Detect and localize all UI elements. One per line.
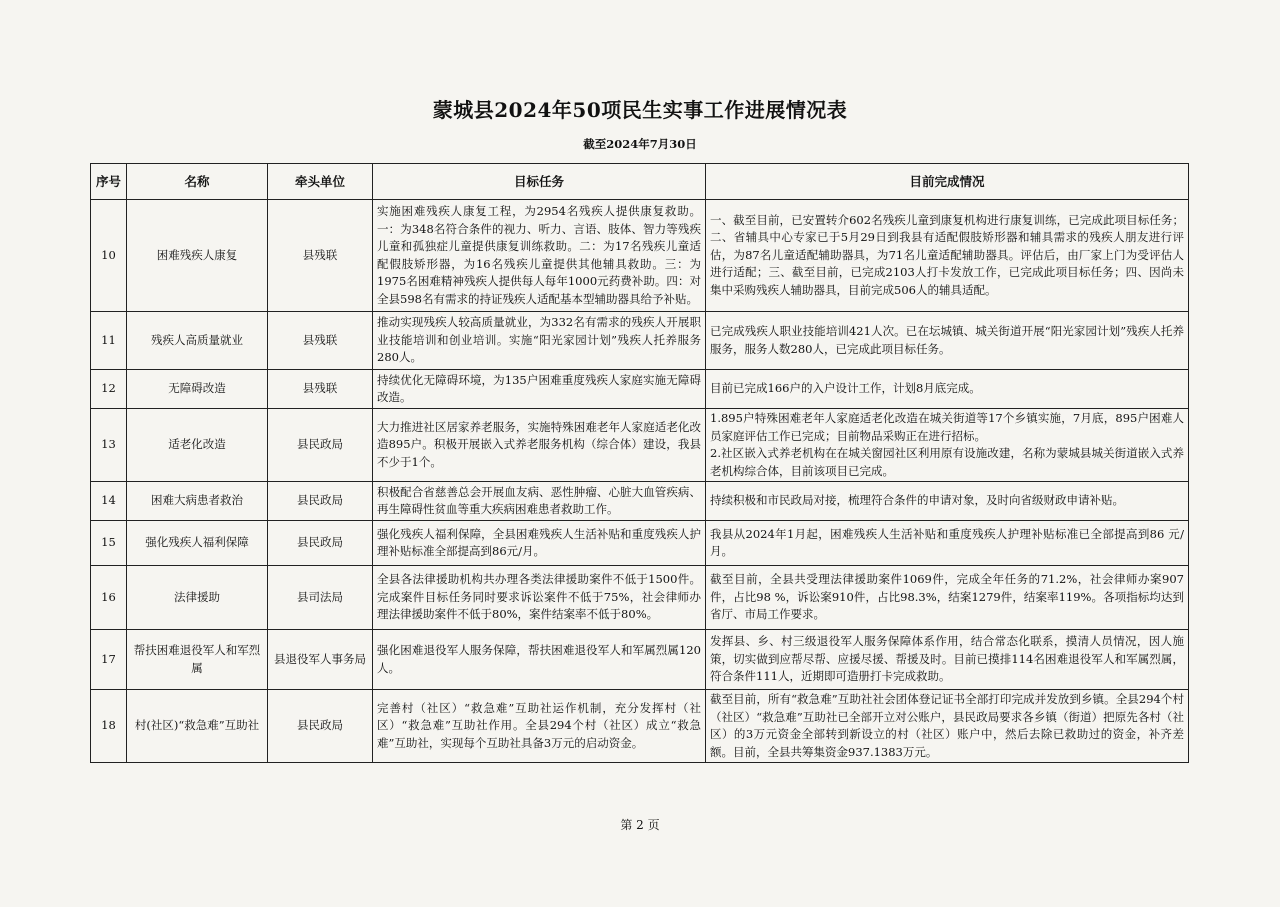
cell-seq: 12 bbox=[91, 370, 127, 409]
cell-name: 村(社区)“救急难”互助社 bbox=[127, 690, 268, 763]
cell-target: 强化残疾人福利保障，全县困难残疾人生活补贴和重度残疾人护理补贴标准全部提高到86元/月。 bbox=[373, 521, 706, 566]
table-row bbox=[91, 312, 1189, 370]
cell-seq: 16 bbox=[91, 566, 127, 630]
table-row bbox=[91, 521, 1189, 566]
cell-unit: 县民政局 bbox=[268, 409, 373, 482]
cell-seq: 14 bbox=[91, 482, 127, 521]
header-progress: 目前完成情况 bbox=[706, 164, 1189, 200]
cell-unit: 县民政局 bbox=[268, 482, 373, 521]
cell-name: 强化残疾人福利保障 bbox=[127, 521, 268, 566]
cell-seq: 11 bbox=[91, 312, 127, 370]
cell-target: 全县各法律援助机构共办理各类法律援助案件不低于1500件。完成案件目标任务同时要求诉讼案件不低于75%，社会律师办理法律援助案件不低于80%，案件结案率不低于80%。 bbox=[373, 566, 706, 630]
cell-name: 适老化改造 bbox=[127, 409, 268, 482]
cell-name: 困难大病患者救治 bbox=[127, 482, 268, 521]
header-name: 名称 bbox=[127, 164, 268, 200]
table-row bbox=[91, 690, 1189, 763]
cell-progress: 1.895户特殊困难老年人家庭适老化改造在城关街道等17个乡镇实施，7月底，895户困难人员家庭评估工作已完成；目前物品采购正在进行招标。 2.社区嵌入式养老机构在在城关窗园社区利用原有设施改建，名称为蒙城县城关街道嵌入式养老机构综合体，目前该项目已完成。 bbox=[706, 409, 1189, 482]
cell-unit: 县退役军人事务局 bbox=[268, 630, 373, 690]
table-row bbox=[91, 630, 1189, 690]
cell-progress: 持续积极和市民政局对接，梳理符合条件的申请对象，及时向省级财政申请补贴。 bbox=[706, 482, 1189, 521]
cell-seq: 18 bbox=[91, 690, 127, 763]
cell-progress: 截至目前，全县共受理法律援助案件1069件，完成全年任务的71.2%，社会律师办案907件，占比98 %，诉讼案910件，占比98.3%，结案1279件，结案率119%。各项指标均达到省厅、市局工作要求。 bbox=[706, 566, 1189, 630]
cell-unit: 县民政局 bbox=[268, 521, 373, 566]
page-title: 蒙城县2024年50项民生实事工作进展情况表 bbox=[432, 98, 848, 122]
cell-seq: 17 bbox=[91, 630, 127, 690]
table-row bbox=[91, 370, 1189, 409]
cell-target: 大力推进社区居家养老服务，实施特殊困难老年人家庭适老化改造895户。积极开展嵌入式养老服务机构（综合体）建设，我县不少于1个。 bbox=[373, 409, 706, 482]
cell-progress: 发挥县、乡、村三级退役军人服务保障体系作用，结合常态化联系，摸清人员情况，因人施策，切实做到应帮尽帮、应援尽援、帮援及时。目前已摸排114名困难退役军人和军属烈属，符合条件111人，近期即可造册打卡完成救助。 bbox=[706, 630, 1189, 690]
cell-unit: 县残联 bbox=[268, 370, 373, 409]
cell-unit: 县残联 bbox=[268, 200, 373, 312]
cell-target: 积极配合省慈善总会开展血友病、恶性肿瘤、心脏大血管疾病、再生障碍性贫血等重大疾病困难患者救助工作。 bbox=[373, 482, 706, 521]
cell-name: 帮扶困难退役军人和军烈属 bbox=[127, 630, 268, 690]
cell-unit: 县残联 bbox=[268, 312, 373, 370]
cell-target: 完善村（社区）“救急难”互助社运作机制，充分发挥村（社区）“救急难”互助社作用。全县294个村（社区）成立“救急难”互助社，实现每个互助社具备3万元的启动资金。 bbox=[373, 690, 706, 763]
cell-progress: 截至目前，所有“救急难”互助社社会团体登记证书全部打印完成并发放到乡镇。全县294个村（社区）“救急难”互助社已全部开立对公账户，县民政局要求各乡镇（街道）把原先各村（社区）的3万元资金全部转到新设立的村（社区）账户中，然后去除已救助过的资金，补齐差额。目前，全县共筹集资金937.1383万元。 bbox=[706, 690, 1189, 763]
cell-progress: 我县从2024年1月起，困难残疾人生活补贴和重度残疾人护理补贴标准已全部提高到86 元/月。 bbox=[706, 521, 1189, 566]
table-row bbox=[91, 482, 1189, 521]
table-row bbox=[91, 200, 1189, 312]
cell-target: 实施困难残疾人康复工程，为2954名残疾人提供康复救助。一：为348名符合条件的视力、听力、言语、肢体、智力等残疾儿童和孤独症儿童提供康复训练救助。二：为17名残疾儿童适配假肢矫形器，为16名残疾儿童提供其他辅具救助。三：为1975名困难精神残疾人提供每人每年1000元药费补助。四：对全县598名有需求的持证残疾人适配基本型辅助器具给予补贴。 bbox=[373, 200, 706, 312]
cell-progress: 已完成残疾人职业技能培训421人次。已在坛城镇、城关街道开展“阳光家园计划”残疾人托养服务，服务人数280人，已完成此项目标任务。 bbox=[706, 312, 1189, 370]
header-target: 目标任务 bbox=[373, 164, 706, 200]
header-unit: 牵头单位 bbox=[268, 164, 373, 200]
progress-table bbox=[90, 163, 1189, 763]
page-number: 第 2 页 bbox=[620, 818, 660, 832]
cell-target: 强化困难退役军人服务保障，帮扶困难退役军人和军属烈属120人。 bbox=[373, 630, 706, 690]
cell-target: 持续优化无障碍环境，为135户困难重度残疾人家庭实施无障碍改造。 bbox=[373, 370, 706, 409]
table-row bbox=[91, 409, 1189, 482]
cell-target: 推动实现残疾人较高质量就业，为332名有需求的残疾人开展职业技能培训和创业培训。实施“阳光家园计划”残疾人托养服务280人。 bbox=[373, 312, 706, 370]
report-date: 截至2024年7月30日 bbox=[583, 137, 697, 151]
cell-name: 困难残疾人康复 bbox=[127, 200, 268, 312]
cell-seq: 10 bbox=[91, 200, 127, 312]
cell-unit: 县司法局 bbox=[268, 566, 373, 630]
cell-progress: 一、截至目前，已安置转介602名残疾儿童到康复机构进行康复训练，已完成此项目标任务；二、省辅具中心专家已于5月29日到我县有适配假肢矫形器和辅具需求的残疾人朋友进行评估，为87名儿童适配辅助器具，为71名儿童适配辅助器具。评估后，由厂家上门为受评估人进行适配；三、截至目前，已完成2103人打卡发放工作，已完成此项目标任务；四、因尚未集中采购残疾人辅助器具，目前完成506人的辅具适配。 bbox=[706, 200, 1189, 312]
cell-name: 残疾人高质量就业 bbox=[127, 312, 268, 370]
cell-name: 无障碍改造 bbox=[127, 370, 268, 409]
cell-unit: 县民政局 bbox=[268, 690, 373, 763]
table-header-row bbox=[91, 164, 1189, 200]
cell-seq: 13 bbox=[91, 409, 127, 482]
cell-progress: 目前已完成166户的入户设计工作，计划8月底完成。 bbox=[706, 370, 1189, 409]
header-seq: 序号 bbox=[91, 164, 127, 200]
cell-name: 法律援助 bbox=[127, 566, 268, 630]
table-row bbox=[91, 566, 1189, 630]
cell-seq: 15 bbox=[91, 521, 127, 566]
